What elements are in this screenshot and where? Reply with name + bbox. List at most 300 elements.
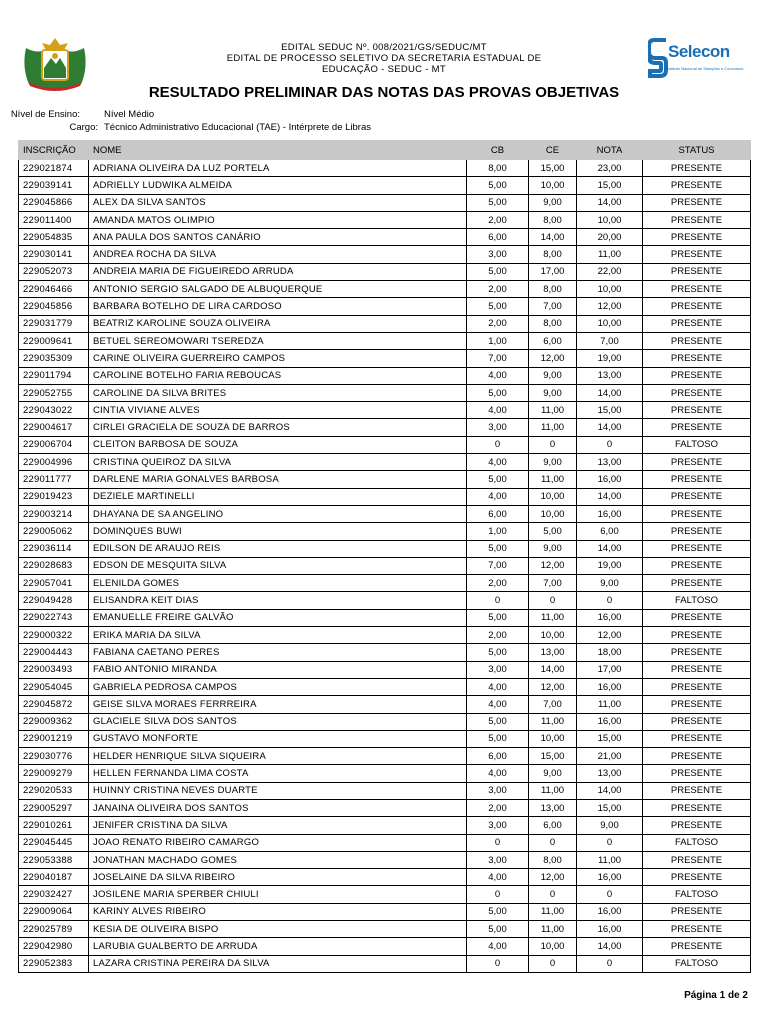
cell-status: PRESENTE bbox=[643, 194, 751, 211]
cell-nota: 14,00 bbox=[577, 488, 643, 505]
table-row bbox=[19, 782, 751, 799]
cell-nota: 10,00 bbox=[577, 281, 643, 298]
cell-inscricao: 229040187 bbox=[19, 869, 89, 886]
cell-status: FALTOSO bbox=[643, 955, 751, 972]
table-row bbox=[19, 350, 751, 367]
cell-nome: BEATRIZ KAROLINE SOUZA OLIVEIRA bbox=[89, 315, 467, 332]
cell-ce: 7,00 bbox=[529, 696, 577, 713]
table-row bbox=[19, 315, 751, 332]
cell-ce: 12,00 bbox=[529, 869, 577, 886]
cell-status: PRESENTE bbox=[643, 298, 751, 315]
cell-cb: 5,00 bbox=[467, 730, 529, 747]
cell-nota: 0 bbox=[577, 834, 643, 851]
cell-nome: GLACIELE SILVA DOS SANTOS bbox=[89, 713, 467, 730]
cell-inscricao: 229011400 bbox=[19, 211, 89, 228]
cell-cb: 3,00 bbox=[467, 851, 529, 868]
cell-cb: 0 bbox=[467, 834, 529, 851]
cell-ce: 11,00 bbox=[529, 782, 577, 799]
cell-status: FALTOSO bbox=[643, 592, 751, 609]
cell-nota: 10,00 bbox=[577, 211, 643, 228]
cell-inscricao: 229004443 bbox=[19, 644, 89, 661]
table-row bbox=[19, 713, 751, 730]
cell-nome: CIRLEI GRACIELA DE SOUZA DE BARROS bbox=[89, 419, 467, 436]
table-row bbox=[19, 367, 751, 384]
cell-nota: 0 bbox=[577, 955, 643, 972]
cell-ce: 13,00 bbox=[529, 799, 577, 816]
table-row bbox=[19, 817, 751, 834]
cargo-label: Cargo: bbox=[69, 122, 98, 133]
cell-nota: 20,00 bbox=[577, 229, 643, 246]
cell-cb: 4,00 bbox=[467, 869, 529, 886]
table-row bbox=[19, 938, 751, 955]
cell-nota: 17,00 bbox=[577, 661, 643, 678]
cell-cb: 5,00 bbox=[467, 713, 529, 730]
cell-ce: 8,00 bbox=[529, 281, 577, 298]
cell-status: PRESENTE bbox=[643, 938, 751, 955]
cell-status: PRESENTE bbox=[643, 627, 751, 644]
cell-status: PRESENTE bbox=[643, 384, 751, 401]
cell-cb: 6,00 bbox=[467, 229, 529, 246]
cell-nome: JOAO RENATO RIBEIRO CAMARGO bbox=[89, 834, 467, 851]
nivel-ensino-value: Nível Médio bbox=[104, 109, 155, 120]
cell-nota: 22,00 bbox=[577, 263, 643, 280]
cell-nota: 14,00 bbox=[577, 540, 643, 557]
cell-inscricao: 229036114 bbox=[19, 540, 89, 557]
cell-nota: 11,00 bbox=[577, 246, 643, 263]
table-row bbox=[19, 436, 751, 453]
cell-status: PRESENTE bbox=[643, 315, 751, 332]
table-row bbox=[19, 678, 751, 695]
table-row bbox=[19, 402, 751, 419]
table-row bbox=[19, 661, 751, 678]
cell-status: PRESENTE bbox=[643, 263, 751, 280]
cell-status: PRESENTE bbox=[643, 851, 751, 868]
cell-nota: 12,00 bbox=[577, 298, 643, 315]
cell-cb: 3,00 bbox=[467, 661, 529, 678]
table-row bbox=[19, 575, 751, 592]
cell-cb: 5,00 bbox=[467, 644, 529, 661]
cell-inscricao: 229042980 bbox=[19, 938, 89, 955]
cell-status: PRESENTE bbox=[643, 523, 751, 540]
cell-cb: 5,00 bbox=[467, 921, 529, 938]
cell-inscricao: 229045856 bbox=[19, 298, 89, 315]
table-row bbox=[19, 557, 751, 574]
table-row bbox=[19, 869, 751, 886]
cell-status: PRESENTE bbox=[643, 696, 751, 713]
cell-nome: CRISTINA QUEIROZ DA SILVA bbox=[89, 454, 467, 471]
cell-nome: HELLEN FERNANDA LIMA COSTA bbox=[89, 765, 467, 782]
cell-status: PRESENTE bbox=[643, 730, 751, 747]
cell-inscricao: 229001219 bbox=[19, 730, 89, 747]
table-row bbox=[19, 332, 751, 349]
cell-nota: 21,00 bbox=[577, 748, 643, 765]
cell-ce: 9,00 bbox=[529, 540, 577, 557]
table-row bbox=[19, 471, 751, 488]
cell-nome: ERIKA MARIA DA SILVA bbox=[89, 627, 467, 644]
cell-nome: ELENILDA GOMES bbox=[89, 575, 467, 592]
cell-ce: 15,00 bbox=[529, 160, 577, 177]
cell-nota: 23,00 bbox=[577, 160, 643, 177]
cell-ce: 17,00 bbox=[529, 263, 577, 280]
cell-nota: 16,00 bbox=[577, 921, 643, 938]
cell-ce: 0 bbox=[529, 436, 577, 453]
cell-inscricao: 229021874 bbox=[19, 160, 89, 177]
cell-cb: 1,00 bbox=[467, 523, 529, 540]
cell-nome: ALEX DA SILVA SANTOS bbox=[89, 194, 467, 211]
cell-inscricao: 229046466 bbox=[19, 281, 89, 298]
cargo-value: Técnico Administrativo Educacional (TAE) - Intérprete de Libras bbox=[104, 122, 371, 133]
cell-inscricao: 229030141 bbox=[19, 246, 89, 263]
cell-cb: 4,00 bbox=[467, 938, 529, 955]
cell-nome: AMANDA MATOS OLIMPIO bbox=[89, 211, 467, 228]
cell-status: PRESENTE bbox=[643, 177, 751, 194]
cell-ce: 9,00 bbox=[529, 194, 577, 211]
table-row bbox=[19, 540, 751, 557]
cell-ce: 11,00 bbox=[529, 713, 577, 730]
cell-status: PRESENTE bbox=[643, 817, 751, 834]
cell-ce: 11,00 bbox=[529, 419, 577, 436]
cell-inscricao: 229009064 bbox=[19, 903, 89, 920]
col-header-nome: NOME bbox=[89, 141, 467, 160]
cell-status: PRESENTE bbox=[643, 575, 751, 592]
cell-inscricao: 229032427 bbox=[19, 886, 89, 903]
cell-nota: 16,00 bbox=[577, 609, 643, 626]
cell-nome: KESIA DE OLIVEIRA BISPO bbox=[89, 921, 467, 938]
cell-nome: LARUBIA GUALBERTO DE ARRUDA bbox=[89, 938, 467, 955]
cell-ce: 0 bbox=[529, 592, 577, 609]
cell-nota: 15,00 bbox=[577, 730, 643, 747]
cell-inscricao: 229028683 bbox=[19, 557, 89, 574]
cell-nome: GABRIELA PEDROSA CAMPOS bbox=[89, 678, 467, 695]
cell-nome: BARBARA BOTELHO DE LIRA CARDOSO bbox=[89, 298, 467, 315]
cell-nome: DEZIELE MARTINELLI bbox=[89, 488, 467, 505]
cell-nome: EMANUELLE FREIRE GALVÃO bbox=[89, 609, 467, 626]
cell-nota: 16,00 bbox=[577, 505, 643, 522]
cell-nota: 10,00 bbox=[577, 315, 643, 332]
cell-nome: DHAYANA DE SA ANGELINO bbox=[89, 505, 467, 522]
cell-cb: 3,00 bbox=[467, 419, 529, 436]
cell-cb: 2,00 bbox=[467, 211, 529, 228]
cell-inscricao: 229057041 bbox=[19, 575, 89, 592]
cell-cb: 5,00 bbox=[467, 540, 529, 557]
cell-inscricao: 229054045 bbox=[19, 678, 89, 695]
cell-status: PRESENTE bbox=[643, 332, 751, 349]
cell-nota: 0 bbox=[577, 436, 643, 453]
table-row bbox=[19, 886, 751, 903]
cell-status: PRESENTE bbox=[643, 678, 751, 695]
cell-status: PRESENTE bbox=[643, 799, 751, 816]
table-row bbox=[19, 505, 751, 522]
cell-nome: EDILSON DE ARAUJO REIS bbox=[89, 540, 467, 557]
cell-cb: 5,00 bbox=[467, 609, 529, 626]
cell-nome: CAROLINE BOTELHO FARIA REBOUCAS bbox=[89, 367, 467, 384]
cell-inscricao: 229052073 bbox=[19, 263, 89, 280]
cell-cb: 6,00 bbox=[467, 505, 529, 522]
cell-nota: 16,00 bbox=[577, 678, 643, 695]
cell-ce: 10,00 bbox=[529, 938, 577, 955]
table-row bbox=[19, 298, 751, 315]
cell-inscricao: 229011777 bbox=[19, 471, 89, 488]
cell-cb: 7,00 bbox=[467, 350, 529, 367]
cell-nome: LAZARA CRISTINA PEREIRA DA SILVA bbox=[89, 955, 467, 972]
cell-cb: 5,00 bbox=[467, 903, 529, 920]
cell-inscricao: 229030776 bbox=[19, 748, 89, 765]
cell-inscricao: 229045866 bbox=[19, 194, 89, 211]
cell-ce: 11,00 bbox=[529, 921, 577, 938]
cell-inscricao: 229009279 bbox=[19, 765, 89, 782]
cell-cb: 7,00 bbox=[467, 557, 529, 574]
cell-cb: 3,00 bbox=[467, 817, 529, 834]
cell-nota: 7,00 bbox=[577, 332, 643, 349]
table-row bbox=[19, 748, 751, 765]
cell-nota: 14,00 bbox=[577, 194, 643, 211]
cell-nota: 12,00 bbox=[577, 627, 643, 644]
cell-cb: 1,00 bbox=[467, 332, 529, 349]
cell-status: FALTOSO bbox=[643, 886, 751, 903]
page-number: Página 1 de 2 bbox=[684, 990, 748, 1001]
cell-nome: GEISE SILVA MORAES FERRREIRA bbox=[89, 696, 467, 713]
cell-cb: 4,00 bbox=[467, 678, 529, 695]
cell-nota: 18,00 bbox=[577, 644, 643, 661]
cell-status: PRESENTE bbox=[643, 609, 751, 626]
table-row bbox=[19, 834, 751, 851]
cell-nota: 19,00 bbox=[577, 350, 643, 367]
cell-nota: 14,00 bbox=[577, 419, 643, 436]
cell-ce: 11,00 bbox=[529, 609, 577, 626]
cell-status: PRESENTE bbox=[643, 557, 751, 574]
cell-ce: 6,00 bbox=[529, 817, 577, 834]
cell-ce: 5,00 bbox=[529, 523, 577, 540]
cell-nome: ANTONIO SERGIO SALGADO DE ALBUQUERQUE bbox=[89, 281, 467, 298]
cell-cb: 2,00 bbox=[467, 315, 529, 332]
cell-status: FALTOSO bbox=[643, 436, 751, 453]
cell-nota: 13,00 bbox=[577, 765, 643, 782]
cell-inscricao: 229052755 bbox=[19, 384, 89, 401]
cell-nome: ANDREIA MARIA DE FIGUEIREDO ARRUDA bbox=[89, 263, 467, 280]
cell-cb: 4,00 bbox=[467, 765, 529, 782]
cell-ce: 9,00 bbox=[529, 367, 577, 384]
cell-ce: 8,00 bbox=[529, 211, 577, 228]
nivel-ensino-label: Nível de Ensino: bbox=[10, 109, 80, 120]
cell-inscricao: 229052383 bbox=[19, 955, 89, 972]
cell-nota: 15,00 bbox=[577, 402, 643, 419]
cell-nome: FABIO ANTONIO MIRANDA bbox=[89, 661, 467, 678]
table-row bbox=[19, 281, 751, 298]
cell-inscricao: 229006704 bbox=[19, 436, 89, 453]
cell-ce: 10,00 bbox=[529, 505, 577, 522]
cell-nota: 14,00 bbox=[577, 938, 643, 955]
cell-cb: 0 bbox=[467, 592, 529, 609]
cell-nota: 16,00 bbox=[577, 471, 643, 488]
cell-nome: CAROLINE DA SILVA BRITES bbox=[89, 384, 467, 401]
cell-inscricao: 229043022 bbox=[19, 402, 89, 419]
cell-ce: 9,00 bbox=[529, 454, 577, 471]
cell-status: PRESENTE bbox=[643, 350, 751, 367]
cell-status: PRESENTE bbox=[643, 419, 751, 436]
cell-status: PRESENTE bbox=[643, 869, 751, 886]
cell-status: PRESENTE bbox=[643, 921, 751, 938]
cell-nota: 6,00 bbox=[577, 523, 643, 540]
cell-cb: 6,00 bbox=[467, 748, 529, 765]
cell-status: PRESENTE bbox=[643, 748, 751, 765]
cell-status: PRESENTE bbox=[643, 505, 751, 522]
cell-cb: 0 bbox=[467, 955, 529, 972]
cell-nota: 13,00 bbox=[577, 367, 643, 384]
cell-ce: 9,00 bbox=[529, 765, 577, 782]
cell-nome: JOSELAINE DA SILVA RIBEIRO bbox=[89, 869, 467, 886]
edital-number: EDITAL SEDUC Nº. 008/2021/GS/SEDUC/MT bbox=[281, 42, 487, 53]
cell-inscricao: 229019423 bbox=[19, 488, 89, 505]
cell-nome: CARINE OLIVEIRA GUERREIRO CAMPOS bbox=[89, 350, 467, 367]
cell-nome: GUSTAVO MONFORTE bbox=[89, 730, 467, 747]
cell-cb: 0 bbox=[467, 436, 529, 453]
table-row bbox=[19, 454, 751, 471]
cell-inscricao: 229045872 bbox=[19, 696, 89, 713]
cell-inscricao: 229003493 bbox=[19, 661, 89, 678]
cell-nome: CINTIA VIVIANE ALVES bbox=[89, 402, 467, 419]
col-header-inscricao: INSCRIÇÃO bbox=[19, 141, 89, 160]
cell-cb: 2,00 bbox=[467, 799, 529, 816]
cell-status: PRESENTE bbox=[643, 246, 751, 263]
cell-nome: ANDREA ROCHA DA SILVA bbox=[89, 246, 467, 263]
cell-cb: 4,00 bbox=[467, 696, 529, 713]
cell-cb: 5,00 bbox=[467, 177, 529, 194]
cell-nome: EDSON DE MESQUITA SILVA bbox=[89, 557, 467, 574]
cell-ce: 0 bbox=[529, 955, 577, 972]
cell-cb: 5,00 bbox=[467, 194, 529, 211]
table-row bbox=[19, 955, 751, 972]
cell-nota: 15,00 bbox=[577, 177, 643, 194]
cell-ce: 10,00 bbox=[529, 627, 577, 644]
cell-inscricao: 229053388 bbox=[19, 851, 89, 868]
cell-nota: 0 bbox=[577, 886, 643, 903]
cell-nome: JONATHAN MACHADO GOMES bbox=[89, 851, 467, 868]
table-row bbox=[19, 177, 751, 194]
cell-ce: 14,00 bbox=[529, 661, 577, 678]
cell-ce: 12,00 bbox=[529, 557, 577, 574]
cell-status: PRESENTE bbox=[643, 540, 751, 557]
cell-nota: 9,00 bbox=[577, 817, 643, 834]
cell-nota: 9,00 bbox=[577, 575, 643, 592]
cell-nome: JENIFER CRISTINA DA SILVA bbox=[89, 817, 467, 834]
cell-status: PRESENTE bbox=[643, 402, 751, 419]
cell-inscricao: 229045445 bbox=[19, 834, 89, 851]
cell-ce: 9,00 bbox=[529, 384, 577, 401]
cell-cb: 3,00 bbox=[467, 782, 529, 799]
cell-nome: DOMINQUES BUWI bbox=[89, 523, 467, 540]
col-header-status: STATUS bbox=[643, 141, 751, 160]
cell-inscricao: 229049428 bbox=[19, 592, 89, 609]
cell-inscricao: 229000322 bbox=[19, 627, 89, 644]
cell-nome: DARLENE MARIA GONALVES BARBOSA bbox=[89, 471, 467, 488]
table-row bbox=[19, 592, 751, 609]
selecon-logo-text: Selecon bbox=[668, 42, 730, 61]
cell-cb: 8,00 bbox=[467, 160, 529, 177]
cell-ce: 11,00 bbox=[529, 903, 577, 920]
table-row bbox=[19, 194, 751, 211]
page-title: RESULTADO PRELIMINAR DAS NOTAS DAS PROVAS OBJETIVAS bbox=[148, 84, 620, 101]
cell-nota: 16,00 bbox=[577, 869, 643, 886]
cell-nota: 14,00 bbox=[577, 782, 643, 799]
table-row bbox=[19, 229, 751, 246]
cell-nota: 14,00 bbox=[577, 384, 643, 401]
table-row bbox=[19, 488, 751, 505]
cell-nota: 13,00 bbox=[577, 454, 643, 471]
cell-cb: 5,00 bbox=[467, 263, 529, 280]
cell-ce: 12,00 bbox=[529, 678, 577, 695]
cell-nota: 15,00 bbox=[577, 799, 643, 816]
cell-ce: 15,00 bbox=[529, 748, 577, 765]
cell-inscricao: 229022743 bbox=[19, 609, 89, 626]
results-table bbox=[18, 140, 751, 973]
cell-nota: 11,00 bbox=[577, 696, 643, 713]
table-row bbox=[19, 765, 751, 782]
cell-cb: 4,00 bbox=[467, 367, 529, 384]
cell-inscricao: 229010261 bbox=[19, 817, 89, 834]
cell-inscricao: 229031779 bbox=[19, 315, 89, 332]
cell-cb: 5,00 bbox=[467, 298, 529, 315]
cell-ce: 10,00 bbox=[529, 730, 577, 747]
table-row bbox=[19, 523, 751, 540]
cell-inscricao: 229011794 bbox=[19, 367, 89, 384]
cell-ce: 8,00 bbox=[529, 315, 577, 332]
cell-inscricao: 229035309 bbox=[19, 350, 89, 367]
cell-cb: 4,00 bbox=[467, 454, 529, 471]
table-row bbox=[19, 160, 751, 177]
table-row bbox=[19, 263, 751, 280]
cell-nome: ADRIANA OLIVEIRA DA LUZ PORTELA bbox=[89, 160, 467, 177]
cell-ce: 0 bbox=[529, 886, 577, 903]
cell-cb: 4,00 bbox=[467, 488, 529, 505]
cell-inscricao: 229009641 bbox=[19, 332, 89, 349]
cell-ce: 11,00 bbox=[529, 402, 577, 419]
cell-ce: 14,00 bbox=[529, 229, 577, 246]
cell-ce: 0 bbox=[529, 834, 577, 851]
cell-inscricao: 229009362 bbox=[19, 713, 89, 730]
cell-inscricao: 229020533 bbox=[19, 782, 89, 799]
cell-cb: 5,00 bbox=[467, 384, 529, 401]
cell-ce: 10,00 bbox=[529, 488, 577, 505]
cell-cb: 2,00 bbox=[467, 575, 529, 592]
cell-ce: 11,00 bbox=[529, 471, 577, 488]
cell-inscricao: 229039141 bbox=[19, 177, 89, 194]
cell-nome: HELDER HENRIQUE SILVA SIQUEIRA bbox=[89, 748, 467, 765]
cell-nome: FABIANA CAETANO PERES bbox=[89, 644, 467, 661]
cell-status: PRESENTE bbox=[643, 281, 751, 298]
selecon-logo-subtitle: Instituto Nacional de Seleções e Concursos bbox=[666, 66, 744, 71]
col-header-nota: NOTA bbox=[577, 141, 643, 160]
table-row bbox=[19, 921, 751, 938]
table-header-row bbox=[19, 141, 751, 160]
table-row bbox=[19, 609, 751, 626]
cell-nota: 0 bbox=[577, 592, 643, 609]
cell-inscricao: 229004617 bbox=[19, 419, 89, 436]
table-body bbox=[19, 160, 751, 973]
cell-ce: 13,00 bbox=[529, 644, 577, 661]
cell-nome: JOSILENE MARIA SPERBER CHIULI bbox=[89, 886, 467, 903]
table-row bbox=[19, 211, 751, 228]
cell-nota: 11,00 bbox=[577, 851, 643, 868]
cell-cb: 2,00 bbox=[467, 627, 529, 644]
cell-inscricao: 229054835 bbox=[19, 229, 89, 246]
cell-inscricao: 229005297 bbox=[19, 799, 89, 816]
table-row bbox=[19, 903, 751, 920]
cell-cb: 4,00 bbox=[467, 402, 529, 419]
table-row bbox=[19, 730, 751, 747]
col-header-cb: CB bbox=[467, 141, 529, 160]
cell-nome: ANA PAULA DOS SANTOS CANÁRIO bbox=[89, 229, 467, 246]
table-row bbox=[19, 384, 751, 401]
